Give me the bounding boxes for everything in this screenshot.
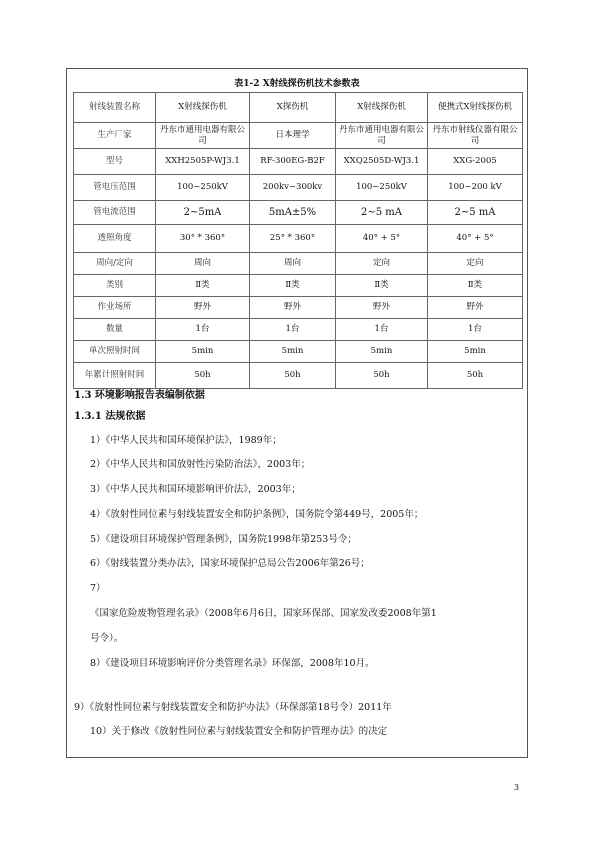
table-cell: 200kv~300kv	[250, 175, 336, 201]
regulation-item: 9）《放射性同位素与射线装置安全和防护办法》（环保部第18号令）2011年	[74, 702, 392, 713]
regulation-item: 3）《中华人民共和国环境影响评价法》，2003年；	[90, 484, 301, 495]
row-label: 周向/定向	[74, 253, 156, 275]
table-cell: 定向	[428, 253, 523, 275]
table-cell: 野外	[250, 297, 336, 319]
table-row	[74, 363, 523, 389]
table-cell: 1台	[250, 319, 336, 341]
section-heading: 1.3 环境影响报告表编制依据	[74, 390, 205, 401]
regulation-item: 号令）。	[90, 633, 124, 644]
table-cell: 丹东市射线仪器有限公司	[428, 123, 523, 149]
table-cell: 5mA±5%	[250, 201, 336, 225]
table-cell: 100~250kV	[156, 175, 250, 201]
table-cell: 50h	[336, 363, 428, 389]
row-label: 作业场所	[74, 297, 156, 319]
table-cell: 野外	[336, 297, 428, 319]
table-cell: 100~200 kV	[428, 175, 523, 201]
table-cell: 丹东市通用电器有限公司	[336, 123, 428, 149]
table-cell: Ⅱ类	[156, 275, 250, 297]
regulation-item: 5）《建设项目环境保护管理条例》，国务院1998年第253号令；	[90, 534, 357, 545]
header-cell: 便携式X射线探伤机	[428, 93, 523, 123]
row-label: 管电压范围	[74, 175, 156, 201]
header-cell: X射线探伤机	[156, 93, 250, 123]
header-cell: X探伤机	[250, 93, 336, 123]
row-label: 单次照射时间	[74, 341, 156, 363]
table-cell: Ⅱ类	[428, 275, 523, 297]
table-row	[74, 225, 523, 253]
table-cell: 50h	[250, 363, 336, 389]
regulation-item: 1）《中华人民共和国环境保护法》，1989年；	[90, 435, 282, 446]
regulation-item: 6）《射线装置分类办法》，国家环境保护总局公告2006年第26号；	[90, 558, 370, 569]
table-cell: 野外	[156, 297, 250, 319]
table-row	[74, 253, 523, 275]
table-cell: 50h	[156, 363, 250, 389]
table-cell: 野外	[428, 297, 523, 319]
table-cell: RF-300EG-B2F	[250, 149, 336, 175]
table-cell: 日本理学	[250, 123, 336, 149]
table-cell: 1台	[428, 319, 523, 341]
table-row	[74, 149, 523, 175]
table-title: 表1-2 X射线探伤机技术参数表	[234, 79, 360, 89]
table-cell: XXH2505P-WJ3.1	[156, 149, 250, 175]
table-cell: 25° * 360°	[250, 225, 336, 253]
table-cell: 2~5 mA	[336, 201, 428, 225]
header-cell: X射线探伤机	[336, 93, 428, 123]
table-row	[74, 123, 523, 149]
table-cell: XXQ2505D-WJ3.1	[336, 149, 428, 175]
table-cell: 2~5 mA	[428, 201, 523, 225]
table-row	[74, 297, 523, 319]
table-cell: 50h	[428, 363, 523, 389]
table-cell: 100~250kV	[336, 175, 428, 201]
table-cell: 定向	[336, 253, 428, 275]
row-label: 生产厂家	[74, 123, 156, 149]
row-label: 管电流范围	[74, 201, 156, 225]
table-cell: Ⅱ类	[250, 275, 336, 297]
row-label: 类别	[74, 275, 156, 297]
table-cell: 30° * 360°	[156, 225, 250, 253]
subsection-heading: 1.3.1 法规依据	[74, 411, 146, 422]
table-cell: XXG-2005	[428, 149, 523, 175]
table-cell: 5min	[156, 341, 250, 363]
table-cell: 2~5mA	[156, 201, 250, 225]
regulation-item: 10）关于修改《放射性同位素与射线装置安全和防护管理办法》的决定	[90, 726, 388, 737]
table-cell: 1台	[336, 319, 428, 341]
table-cell: 1台	[156, 319, 250, 341]
table-row	[74, 341, 523, 363]
row-label: 型号	[74, 149, 156, 175]
table-row	[74, 319, 523, 341]
table-row	[74, 201, 523, 225]
table-cell: 丹东市通用电器有限公司	[156, 123, 250, 149]
table-cell: 5min	[428, 341, 523, 363]
regulation-item: 4）《放射性同位素与射线装置安全和防护条例》，国务院令第449号，2005年；	[90, 509, 424, 520]
row-label: 数量	[74, 319, 156, 341]
table-cell: 5min	[336, 341, 428, 363]
table-cell: 40° + 5°	[336, 225, 428, 253]
regulation-item: 《国家危险废物管理名录》（2008年6月6日，国家环保部、国家发改委2008年第1	[90, 608, 437, 619]
row-label: 透照角度	[74, 225, 156, 253]
table-row	[74, 275, 523, 297]
page-number: 3	[514, 783, 520, 792]
table-cell: 40° + 5°	[428, 225, 523, 253]
regulation-item: 8）《建设项目环境影响评价分类管理名录》环保部，2008年10月。	[90, 658, 375, 669]
row-label: 年累计照射时间	[74, 363, 156, 389]
table-header-row	[74, 93, 523, 123]
regulation-item: 2）《中华人民共和国放射性污染防治法》，2003年；	[90, 459, 311, 470]
table-cell: 5min	[250, 341, 336, 363]
regulation-item: 7）	[90, 583, 106, 594]
spec-table	[73, 92, 523, 389]
table-row	[74, 175, 523, 201]
table-cell: 周向	[156, 253, 250, 275]
table-cell: 周向	[250, 253, 336, 275]
header-cell: 射线装置名称	[74, 93, 156, 123]
table-cell: Ⅱ类	[336, 275, 428, 297]
